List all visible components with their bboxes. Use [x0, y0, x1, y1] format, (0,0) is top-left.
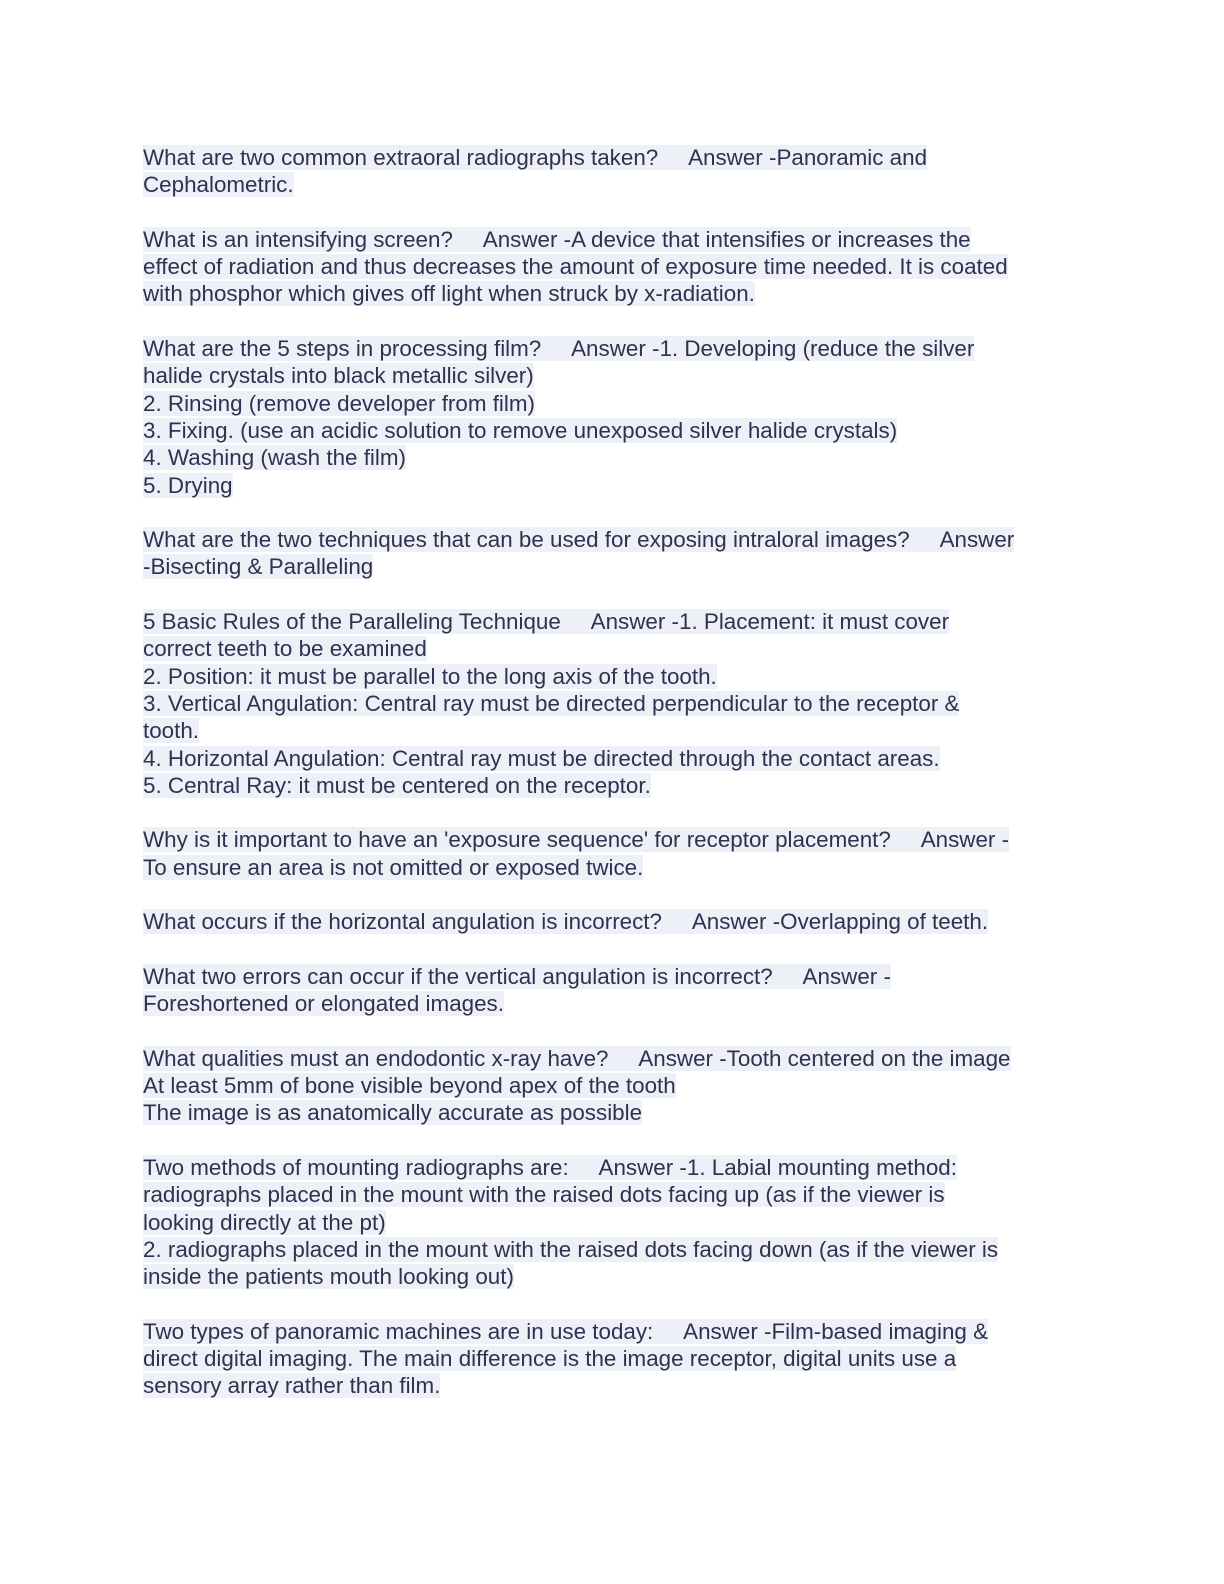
text-line-content: effect of radiation and thus decreases the amount of exposure time needed. It is coated: [143, 254, 1008, 280]
text-line-content: with phosphor which gives off light when struck by x-radiation.: [143, 281, 755, 307]
text-line: [143, 1045, 1083, 1072]
text-line-content: inside the patients mouth looking out): [143, 1264, 514, 1290]
text-line: [143, 1072, 1083, 1099]
text-line-content: What are the two techniques that can be used for exposing intraloral images? Answer: [143, 527, 1015, 553]
qa-block: [143, 335, 1083, 499]
text-line-content: sensory array rather than film.: [143, 1373, 441, 1399]
text-line: [143, 1181, 1083, 1208]
text-line-content: looking directly at the pt): [143, 1209, 386, 1235]
text-line-content: Cephalometric.: [143, 172, 294, 198]
qa-block: [143, 826, 1083, 881]
text-line: [143, 608, 1083, 635]
text-line-content: 2. radiographs placed in the mount with the raised dots facing down (as if the viewer is: [143, 1236, 999, 1262]
text-line-content: correct teeth to be examined: [143, 636, 427, 662]
text-line-content: tooth.: [143, 718, 200, 744]
text-line-content: At least 5mm of bone visible beyond apex of the tooth: [143, 1073, 676, 1099]
text-line: [143, 717, 1083, 744]
text-line: [143, 854, 1083, 881]
qa-block: [143, 608, 1083, 799]
text-line-content: What qualities must an endodontic x-ray have? Answer -Tooth centered on the image: [143, 1045, 1011, 1071]
qa-block: [143, 908, 1083, 935]
text-line: [143, 1154, 1083, 1181]
qa-block: [143, 144, 1083, 199]
text-line-content: 5. Drying: [143, 472, 233, 498]
text-line: [143, 444, 1083, 471]
text-line: [143, 963, 1083, 990]
qa-block: [143, 526, 1083, 581]
text-line: [143, 253, 1083, 280]
text-line: [143, 1209, 1083, 1236]
text-line-content: 2. Rinsing (remove developer from film): [143, 390, 535, 416]
text-line: [143, 1263, 1083, 1290]
text-line: [143, 990, 1083, 1017]
text-line: [143, 663, 1083, 690]
text-line: [143, 390, 1083, 417]
text-line-content: Why is it important to have an 'exposure sequence' for receptor placement? Answer -: [143, 827, 1010, 853]
text-line-content: The image is as anatomically accurate as possible: [143, 1100, 643, 1126]
text-line-content: Two types of panoramic machines are in use today: Answer -Film-based imaging &: [143, 1318, 989, 1344]
text-line-content: To ensure an area is not omitted or exposed twice.: [143, 854, 644, 880]
qa-block: [143, 1318, 1083, 1400]
text-line-content: direct digital imaging. The main difference is the image receptor, digital units use a: [143, 1346, 957, 1372]
text-line-content: What is an intensifying screen? Answer -A device that intensifies or increases the: [143, 226, 971, 252]
text-line-content: radiographs placed in the mount with the raised dots facing up (as if the viewer is: [143, 1182, 945, 1208]
text-line-content: 3. Vertical Angulation: Central ray must be directed perpendicular to the receptor &: [143, 690, 960, 716]
text-line: [143, 745, 1083, 772]
text-line: [143, 635, 1083, 662]
text-line-content: 2. Position: it must be parallel to the long axis of the tooth.: [143, 663, 717, 689]
text-line: [143, 1345, 1083, 1372]
text-line: [143, 362, 1083, 389]
text-line-content: What are the 5 steps in processing film? Answer -1. Developing (reduce the silver: [143, 336, 975, 362]
qa-block: [143, 226, 1083, 308]
document-body: [143, 144, 1083, 1427]
text-line: [143, 772, 1083, 799]
qa-block: [143, 963, 1083, 1018]
text-line: [143, 553, 1083, 580]
text-line: [143, 472, 1083, 499]
text-line-content: What two errors can occur if the vertical angulation is incorrect? Answer -: [143, 963, 891, 989]
text-line-content: 4. Washing (wash the film): [143, 445, 406, 471]
text-line-content: Two methods of mounting radiographs are: Answer -1. Labial mounting method:: [143, 1154, 957, 1180]
qa-block: [143, 1045, 1083, 1127]
text-line-content: What occurs if the horizontal angulation is incorrect? Answer -Overlapping of teeth.: [143, 909, 989, 935]
text-line: [143, 526, 1083, 553]
text-line-content: 5 Basic Rules of the Paralleling Technique Answer -1. Placement: it must cover: [143, 609, 950, 635]
text-line-content: -Bisecting & Paralleling: [143, 554, 374, 580]
text-line-content: halide crystals into black metallic silver): [143, 363, 534, 389]
text-line: [143, 690, 1083, 717]
text-line: [143, 908, 1083, 935]
text-line: [143, 1099, 1083, 1126]
qa-block: [143, 1154, 1083, 1290]
text-line: [143, 1236, 1083, 1263]
text-line: [143, 226, 1083, 253]
text-line-content: Foreshortened or elongated images.: [143, 991, 504, 1017]
text-line: [143, 826, 1083, 853]
text-line-content: 4. Horizontal Angulation: Central ray must be directed through the contact areas.: [143, 745, 940, 771]
text-line: [143, 1372, 1083, 1399]
text-line-content: 5. Central Ray: it must be centered on the receptor.: [143, 772, 651, 798]
text-line: [143, 280, 1083, 307]
text-line-content: What are two common extraoral radiographs taken? Answer -Panoramic and: [143, 145, 928, 170]
text-line-content: 3. Fixing. (use an acidic solution to remove unexposed silver halide crystals): [143, 417, 898, 443]
text-line: [143, 144, 1083, 171]
text-line: [143, 417, 1083, 444]
text-line: [143, 1318, 1083, 1345]
text-line: [143, 171, 1083, 198]
text-line: [143, 335, 1083, 362]
